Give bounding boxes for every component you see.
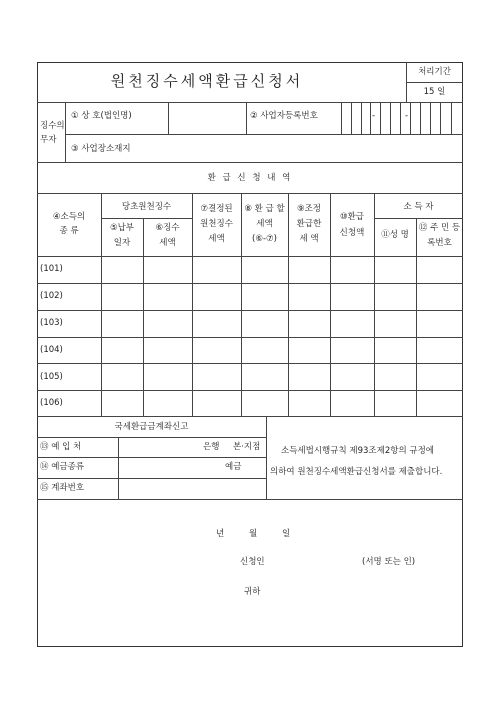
company-name-label: ① 상 호(법인명) [71, 111, 132, 121]
col-earner-id: 록번호 [427, 238, 452, 248]
col-adjusted-refund: ⑨조정 [296, 204, 322, 214]
col-determined-tax: 원천징수 [200, 219, 233, 229]
col-original-withholding: 당초원천징수 [121, 202, 172, 212]
divider [118, 437, 119, 499]
divider [37, 310, 463, 311]
divider [361, 102, 362, 134]
col-withheld-tax: ⑥징수 [155, 223, 180, 233]
divider [37, 416, 463, 417]
table-row-label: (104) [40, 345, 63, 355]
divider [374, 193, 375, 416]
reg-no-dash: - [372, 111, 376, 121]
applicant-label: 신청인 [240, 557, 265, 567]
bank-suffix: 은행 [203, 442, 220, 452]
divider [374, 218, 463, 219]
table-row-label: (106) [40, 398, 63, 408]
divider [400, 102, 401, 134]
account-type-suffix: 예금 [225, 462, 242, 472]
col-withheld-tax: 세액 [159, 238, 176, 248]
divider [65, 134, 463, 135]
statement-line2: 의하여 원천징수세액환급신청서를 제출합니다. [270, 467, 443, 477]
divider [351, 102, 352, 134]
divider [37, 390, 463, 391]
col-adjusted-refund: 환급한 [296, 219, 322, 229]
business-reg-no-label: ② 사업자등록번호 [250, 111, 318, 121]
col-refundable-tax: 세액 [256, 219, 273, 229]
table-row-label: (105) [40, 372, 63, 382]
col-income-type: 종 류 [59, 226, 79, 236]
withholder-label-line1: 징수의 [40, 121, 65, 131]
divider [37, 363, 463, 364]
addressee-label: 귀하 [244, 587, 261, 597]
divider [370, 102, 371, 134]
divider [37, 437, 266, 438]
col-earner-id: ⑫ 주 민 등 [418, 223, 461, 233]
divider [430, 102, 431, 134]
branch-suffix: 본·지점 [233, 442, 261, 452]
date-year: 년 [216, 529, 225, 539]
processing-period-value: 15 일 [423, 87, 446, 97]
divider [451, 102, 452, 134]
divider [37, 478, 266, 479]
divider [390, 102, 391, 134]
date-month: 월 [249, 529, 258, 539]
divider [410, 102, 411, 134]
table-row-label: (103) [40, 318, 63, 328]
table-row-label: (101) [40, 264, 63, 274]
col-income-type: ④소득의 [52, 212, 86, 222]
processing-period-label: 처리기간 [418, 67, 451, 77]
table-row-label: (102) [40, 291, 63, 301]
divider [37, 499, 463, 500]
reg-no-dash: - [405, 111, 409, 121]
divider [380, 102, 381, 134]
seal-note: (서명 또는 인) [362, 557, 416, 567]
divider [266, 416, 267, 499]
col-income-earner: 소 득 자 [403, 202, 434, 212]
date-day: 일 [282, 529, 291, 539]
col-refundable-tax: ⑧ 환 급 할 [244, 204, 285, 214]
account-type-label: ⑭ 예금종류 [40, 462, 85, 472]
col-earner-name: ⑪성 명 [381, 230, 409, 240]
statement-line1: 소득세법시행규칙 제93조제2항의 규정에 [281, 446, 435, 456]
col-refundable-tax: (⑥-⑦) [252, 234, 277, 244]
withholder-label-line2: 무자 [40, 135, 57, 145]
divider [65, 102, 66, 162]
refund-section-title: 환 급 신 청 내 역 [207, 173, 293, 183]
divider [37, 162, 463, 163]
divider [420, 102, 421, 134]
divider [101, 218, 192, 219]
account-number-label: ⑮ 계좌번호 [40, 483, 85, 493]
divider [37, 283, 463, 284]
divider [37, 457, 266, 458]
bank-label: ⑬ 예 입 처 [40, 442, 82, 452]
col-adjusted-refund: 세 액 [299, 234, 319, 244]
divider [246, 102, 247, 134]
divider [168, 102, 169, 134]
divider [341, 102, 342, 134]
col-payment-date: ⑤납부 [109, 223, 135, 233]
account-section-title: 국세환급금계좌신고 [114, 422, 189, 432]
business-address-label: ③ 사업장소재지 [71, 144, 131, 154]
divider [406, 82, 463, 83]
col-refund-request: 신청액 [339, 228, 365, 238]
col-payment-date: 일자 [113, 238, 131, 248]
divider [37, 337, 463, 338]
col-refund-request: ⑩환급 [339, 212, 365, 222]
col-determined-tax: ⑦결정된 [200, 204, 233, 214]
divider [440, 102, 441, 134]
col-determined-tax: 세액 [208, 234, 225, 244]
form-title: 원천징수세액환급신청서 [110, 72, 304, 90]
